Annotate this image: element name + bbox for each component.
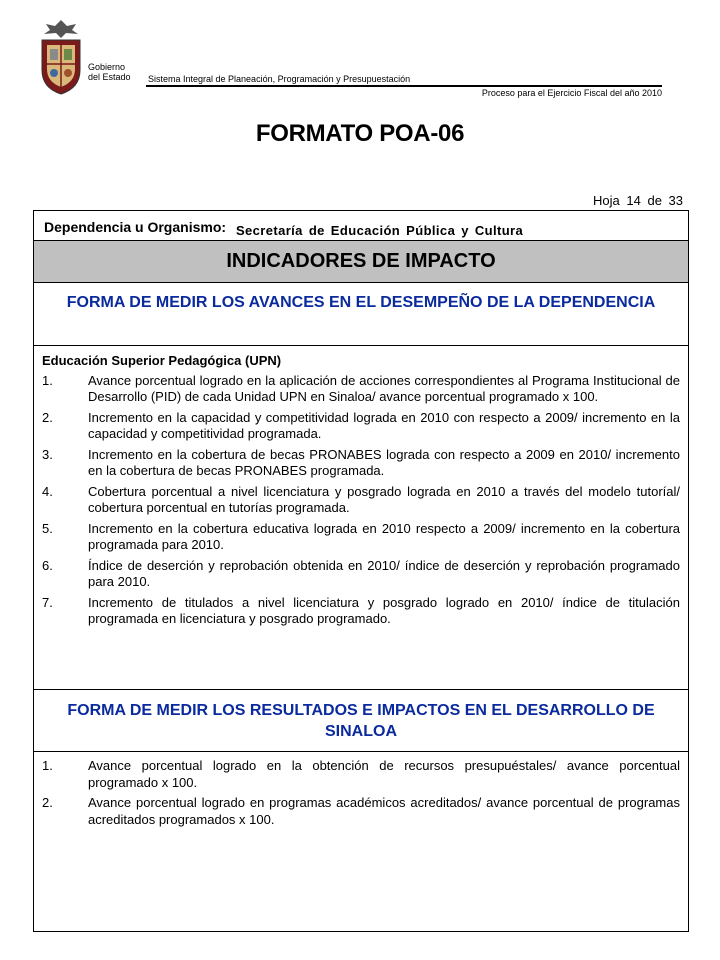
header-rule (146, 85, 662, 87)
item-number: 6. (42, 557, 53, 573)
government-line-2: del Estado (88, 72, 131, 82)
government-label (88, 62, 131, 82)
item-text: Índice de deserción y reprobación obtenida en 2010/ índice de deserción y reprobación programado para 2010. (88, 557, 680, 589)
item-text: Avance porcentual logrado en la aplicación de acciones correspondientes al Programa Institucional de Desarrollo (PID) de cada Unidad UPN en Sinaloa/ avance porcentual programado x 100. (88, 372, 680, 404)
item-text: Incremento en la capacidad y competitividad lograda en 2010 con respecto a 2009/ incremento en la capacidad y competitividad programada. (88, 409, 680, 441)
item-number: 3. (42, 446, 53, 462)
item-text: Cobertura porcentual a nivel licenciatura y posgrado lograda en 2010 a través del modelo tutoríal/ cobertura porcentual en tutorías programada. (88, 483, 680, 515)
list-item (42, 758, 680, 791)
list-item (42, 795, 680, 828)
state-seal-logo (36, 18, 86, 96)
list-item (42, 595, 680, 628)
page-number: Hoja 14 de 33 (593, 193, 683, 208)
system-name: Sistema Integral de Planeación, Programación y Presupuestación (148, 74, 411, 84)
item-number: 7. (42, 594, 53, 610)
indicadores-heading: INDICADORES DE IMPACTO (34, 241, 688, 283)
dependencia-label: Dependencia u Organismo: (44, 219, 227, 235)
item-number: 1. (42, 372, 53, 388)
item-text: Incremento de titulados a nivel licenciatura y posgrado logrado en 2010/ índice de titulación programada en licenciatura y posgrado programado. (88, 594, 680, 626)
form-box (33, 210, 689, 932)
list-item (42, 410, 680, 443)
item-text: Avance porcentual logrado en la obtención de recursos presupuéstales/ avance porcentual programado x 100. (88, 758, 680, 790)
section1-body (34, 346, 688, 689)
item-number: 5. (42, 520, 53, 536)
list-item (42, 447, 680, 480)
section2-title: FORMA DE MEDIR LOS RESULTADOS E IMPACTOS EN EL DESARROLLO DE SINALOA (34, 689, 688, 752)
dependencia-value: Secretaría de Educación Pública y Cultura (235, 223, 524, 238)
item-number: 2. (42, 409, 53, 425)
item-text: Avance porcentual logrado en programas académicos acreditados/ avance porcentual de programas acreditados programados x 100. (88, 795, 680, 827)
process-label: Proceso para el Ejercicio Fiscal del año 2010 (481, 88, 662, 98)
list-item (42, 521, 680, 554)
list-item (42, 484, 680, 517)
section2-body (34, 752, 688, 828)
dependencia-row (34, 211, 688, 241)
item-number: 4. (42, 483, 53, 499)
page-title: FORMATO POA-06 (255, 120, 465, 147)
item-text: Incremento en la cobertura de becas PRONABES lograda con respecto a 2009 en 2010/ incremento en la cobertura de becas PRONABES programada. (88, 446, 680, 478)
item-number: 1. (42, 758, 53, 773)
item-number: 2. (42, 795, 53, 810)
list-item (42, 558, 680, 591)
item-text: Incremento en la cobertura educativa lograda en 2010 respecto a 2009/ incremento en la cobertura programada para 2010. (88, 520, 680, 552)
government-line-1: Gobierno (88, 62, 126, 72)
section1-title: FORMA DE MEDIR LOS AVANCES EN EL DESEMPEÑO DE LA DEPENDENCIA (34, 283, 688, 346)
section1-subtitle: Educación Superior Pedagógica (UPN) (42, 353, 282, 368)
list-item (42, 373, 680, 406)
